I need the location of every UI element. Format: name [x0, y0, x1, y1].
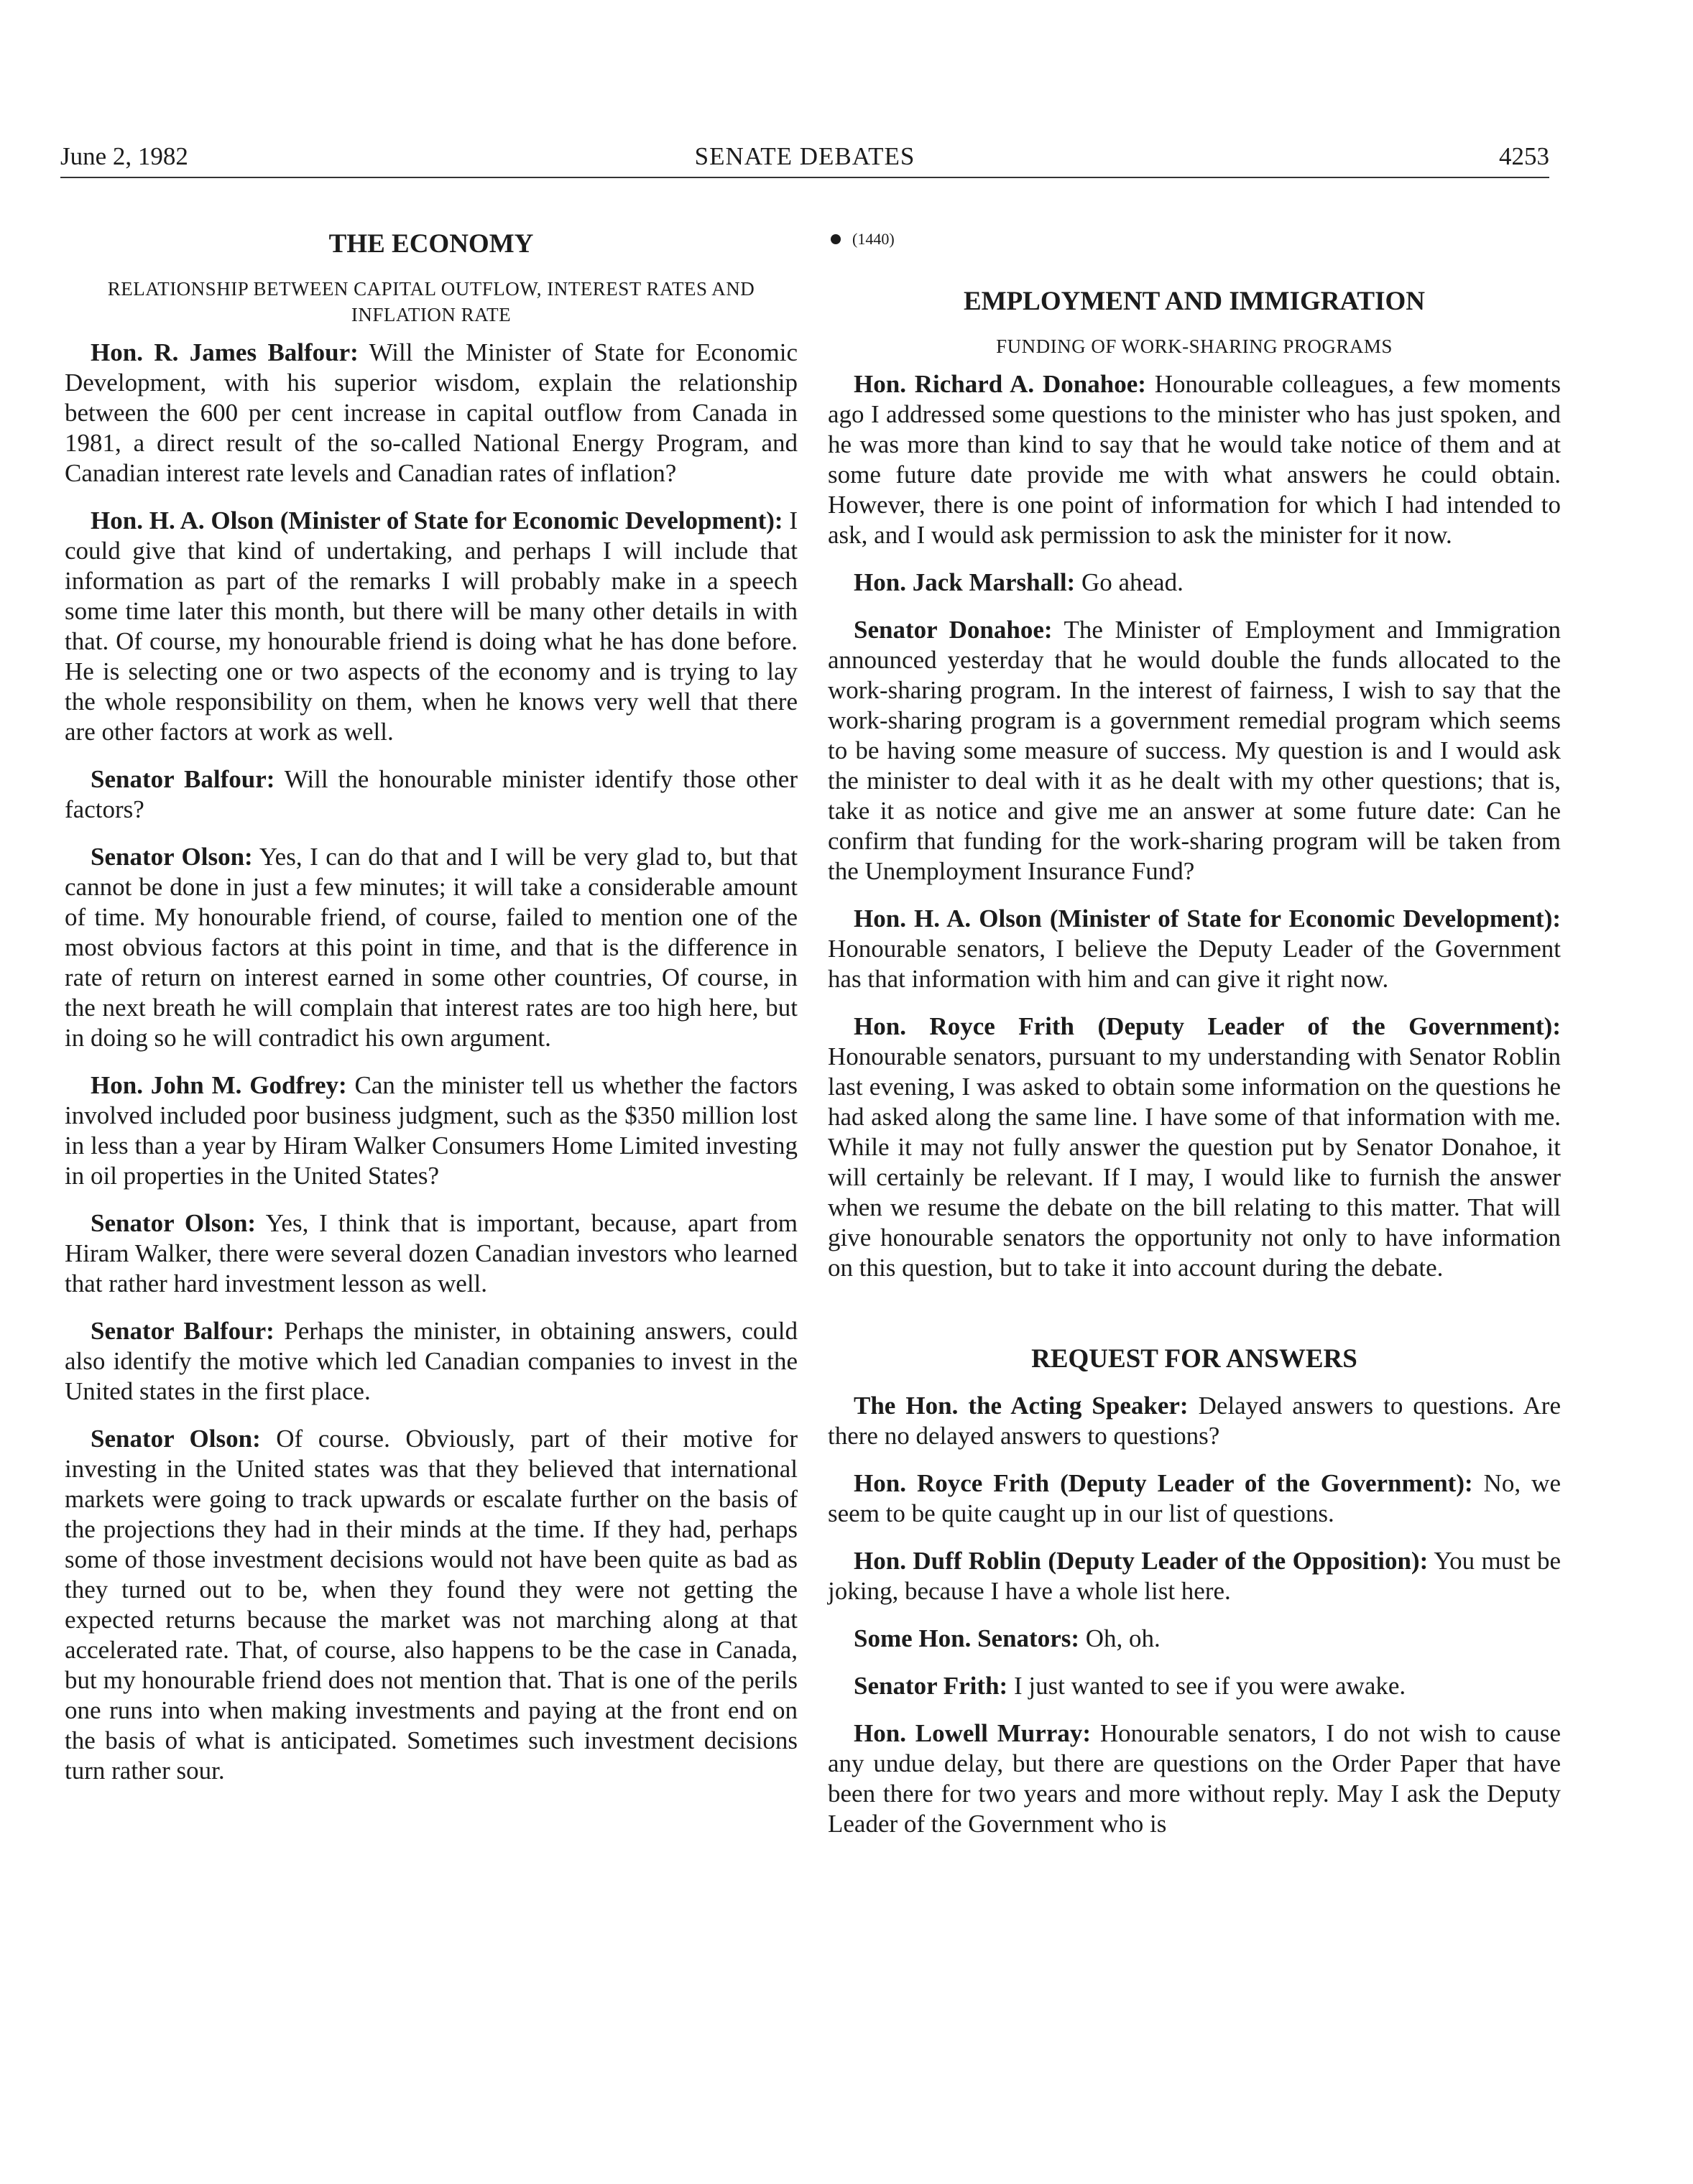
time-marker: [828, 228, 1561, 250]
speech-paragraph: [828, 568, 1561, 598]
speech-paragraph: [65, 338, 798, 489]
speech-paragraph: [65, 1208, 798, 1299]
speech-paragraph: [828, 1391, 1561, 1451]
left-column: [65, 228, 798, 1803]
speech-paragraph: [65, 1070, 798, 1191]
speech-text: No, we seem to be quite caught up in our list of questions.: [828, 1469, 1561, 1527]
speech-text: You must be joking, because I have a whole list here.: [828, 1547, 1561, 1605]
section-subtitle: RELATIONSHIP BETWEEN CAPITAL OUTFLOW, INTEREST RATES AND INFLATION RATE: [107, 278, 755, 325]
time-marker-text: (1440): [852, 230, 895, 248]
header-title: SENATE DEBATES: [694, 142, 915, 170]
speaker-name: Hon. Richard A. Donahoe:: [854, 370, 1146, 398]
speech-text: Of course. Obviously, part of their motive for investing in the United states was that they believed that international markets were going to track upwards or escalate further on the basis of the projections they had in their minds at the time. If they had, perhaps some of those investment decisions would not have been quite as bad as they turned out to be, when they found they were not getting the expected returns because the market was not marching along at that accelerated rate. That, of course, also happens to be the case in Canada, but my honourable friend does not mention that. That is one of the perils one runs into when making investments and paying at the front end on the basis of what is anticipated. Sometimes such investment decisions turn rather sour.: [65, 1425, 798, 1785]
request-paragraphs: [828, 1391, 1561, 1839]
speech-text: I could give that kind of undertaking, and perhaps I will include that information as part of the remarks I will probably make in a speech some time later this month, but there will be many other details in with that. Of course, my honourable friend is doing what he has done before. He is selecting one or two aspects of the economy and is trying to lay the whole responsibility on them, when he knows very well that there are other factors at work as well.: [65, 506, 798, 746]
speech-paragraph: [828, 904, 1561, 994]
speaker-name: Hon. Duff Roblin (Deputy Leader of the Opposition):: [854, 1547, 1429, 1575]
speech-text: Honourable senators, I believe the Deputy Leader of the Government has that information with him and can give it right now.: [828, 935, 1561, 993]
speech-paragraph: [828, 1012, 1561, 1283]
speech-text: Honourable senators, I do not wish to cause any undue delay, but there are questions on the Order Paper that have been there for two years and more without reply. May I ask the Deputy Leader of the Government who is: [828, 1719, 1561, 1838]
speaker-name: Hon. John M. Godfrey:: [91, 1071, 347, 1099]
speaker-name: Senator Olson:: [91, 1425, 261, 1453]
speaker-name: Hon. R. James Balfour:: [91, 338, 359, 366]
speech-text: I just wanted to see if you were awake.: [1007, 1672, 1406, 1700]
speaker-name: Hon. H. A. Olson (Minister of State for Economic Development):: [854, 904, 1561, 933]
speech-text: Will the Minister of State for Economic Development, with his superior wisdom, explain the relationship between the 600 per cent increase in capital outflow from Canada in 1981, a direct result of the so-called National Energy Program, and Canadian interest rate levels and Canadian rates of inflation?: [65, 338, 798, 487]
speaker-name: Senator Balfour:: [91, 765, 275, 793]
right-column: [828, 228, 1561, 1856]
section-title: REQUEST FOR ANSWERS: [1031, 1344, 1357, 1374]
speaker-name: Senator Olson:: [91, 1209, 257, 1237]
speech-text: Perhaps the minister, in obtaining answers, could also identify the motive which led Canadian companies to invest in the United states in the first place.: [65, 1317, 798, 1405]
speech-paragraph: [828, 1546, 1561, 1606]
section-title: THE ECONOMY: [328, 229, 534, 259]
speech-paragraph: [65, 842, 798, 1053]
speech-paragraph: [828, 1671, 1561, 1701]
speaker-name: Senator Olson:: [91, 843, 253, 871]
speaker-name: Hon. H. A. Olson (Minister of State for Economic Development):: [91, 506, 783, 535]
speech-paragraph: [65, 1316, 798, 1407]
speech-text: Honourable senators, pursuant to my understanding with Senator Roblin last evening, I was asked to obtain some information on the questions he had asked along the same line. I have some of that information with me. While it may not fully answer the question put by Senator Donahoe, it will certainly be relevant. If I may, I would like to furnish the answer when we resume the debate on the bill relating to this matter. That will give honourable senators the opportunity not only to have information on this question, but to take it into account during the debate.: [828, 1042, 1561, 1282]
speaker-name: Hon. Jack Marshall:: [854, 568, 1076, 596]
page-number: 4253: [1499, 142, 1549, 170]
header-date: June 2, 1982: [60, 142, 188, 170]
speaker-name: Some Hon. Senators:: [854, 1624, 1080, 1652]
speech-text: Will the honourable minister identify those other factors?: [65, 765, 798, 823]
speech-text: Honourable colleagues, a few moments ago I addressed some questions to the minister who has just spoken, and he was more than kind to say that he would take notice of them and at some future date provide me with what answers he could obtain. However, there is one point of information for which I had intended to ask, and I would ask permission to ask the minister for it now.: [828, 370, 1561, 549]
speaker-name: Hon. Lowell Murray:: [854, 1719, 1091, 1747]
speech-text: Can the minister tell us whether the factors involved included poor business judgment, such as the $350 million lost in less than a year by Hiram Walker Consumers Home Limited investing in oil properties in the United States?: [65, 1071, 798, 1190]
section-subtitle: FUNDING OF WORK-SHARING PROGRAMS: [996, 336, 1393, 357]
speech-paragraph: [65, 764, 798, 825]
speech-paragraph: [65, 1424, 798, 1786]
left-paragraphs: [65, 338, 798, 1786]
bullet-icon: [831, 234, 841, 244]
speaker-name: Hon. Royce Frith (Deputy Leader of the Government):: [854, 1012, 1561, 1040]
speech-paragraph: [65, 506, 798, 747]
speech-text: Delayed answers to questions. Are there no delayed answers to questions?: [828, 1392, 1561, 1450]
speech-paragraph: [828, 1468, 1561, 1529]
speech-text: Oh, oh.: [1079, 1624, 1161, 1652]
speech-text: Go ahead.: [1075, 568, 1184, 596]
speech-text: Yes, I think that is important, because, apart from Hiram Walker, there were several dozen Canadian investors who learned that rather hard investment lesson as well.: [65, 1209, 798, 1297]
speech-paragraph: [828, 1624, 1561, 1654]
speaker-name: The Hon. the Acting Speaker:: [854, 1392, 1189, 1420]
running-header: [60, 141, 1549, 178]
employment-paragraphs: [828, 369, 1561, 1283]
speaker-name: Senator Balfour:: [91, 1317, 275, 1345]
speaker-name: Senator Donahoe:: [854, 616, 1053, 644]
speech-text: The Minister of Employment and Immigration announced yesterday that he would double the funds allocated to the work-sharing program. In the interest of fairness, I wish to say that the work-sharing program is a government remedial program which seems to be having some measure of success. My question is and I would ask the minister to deal with it as he dealt with my other questions; that is, take it as notice and give me an answer at some future date: Can he confirm that funding for the work-sharing program will be taken from the Unemployment Insurance Fund?: [828, 616, 1561, 885]
speech-paragraph: [828, 615, 1561, 887]
speaker-name: Senator Frith:: [854, 1672, 1008, 1700]
speaker-name: Hon. Royce Frith (Deputy Leader of the Government):: [854, 1469, 1473, 1497]
section-title: EMPLOYMENT AND IMMIGRATION: [963, 287, 1426, 316]
speech-paragraph: [828, 1718, 1561, 1839]
speech-text: Yes, I can do that and I will be very glad to, but that cannot be done in just a few minutes; it will take a considerable amount of time. My honourable friend, of course, failed to mention one of the most obvious factors at this point in time, and that is the difference in rate of return on interest earned in some other countries, Of course, in the next breath he will complain that interest rates are too high here, but in doing so he will contradict his own argument.: [65, 843, 798, 1052]
speech-paragraph: [828, 369, 1561, 550]
